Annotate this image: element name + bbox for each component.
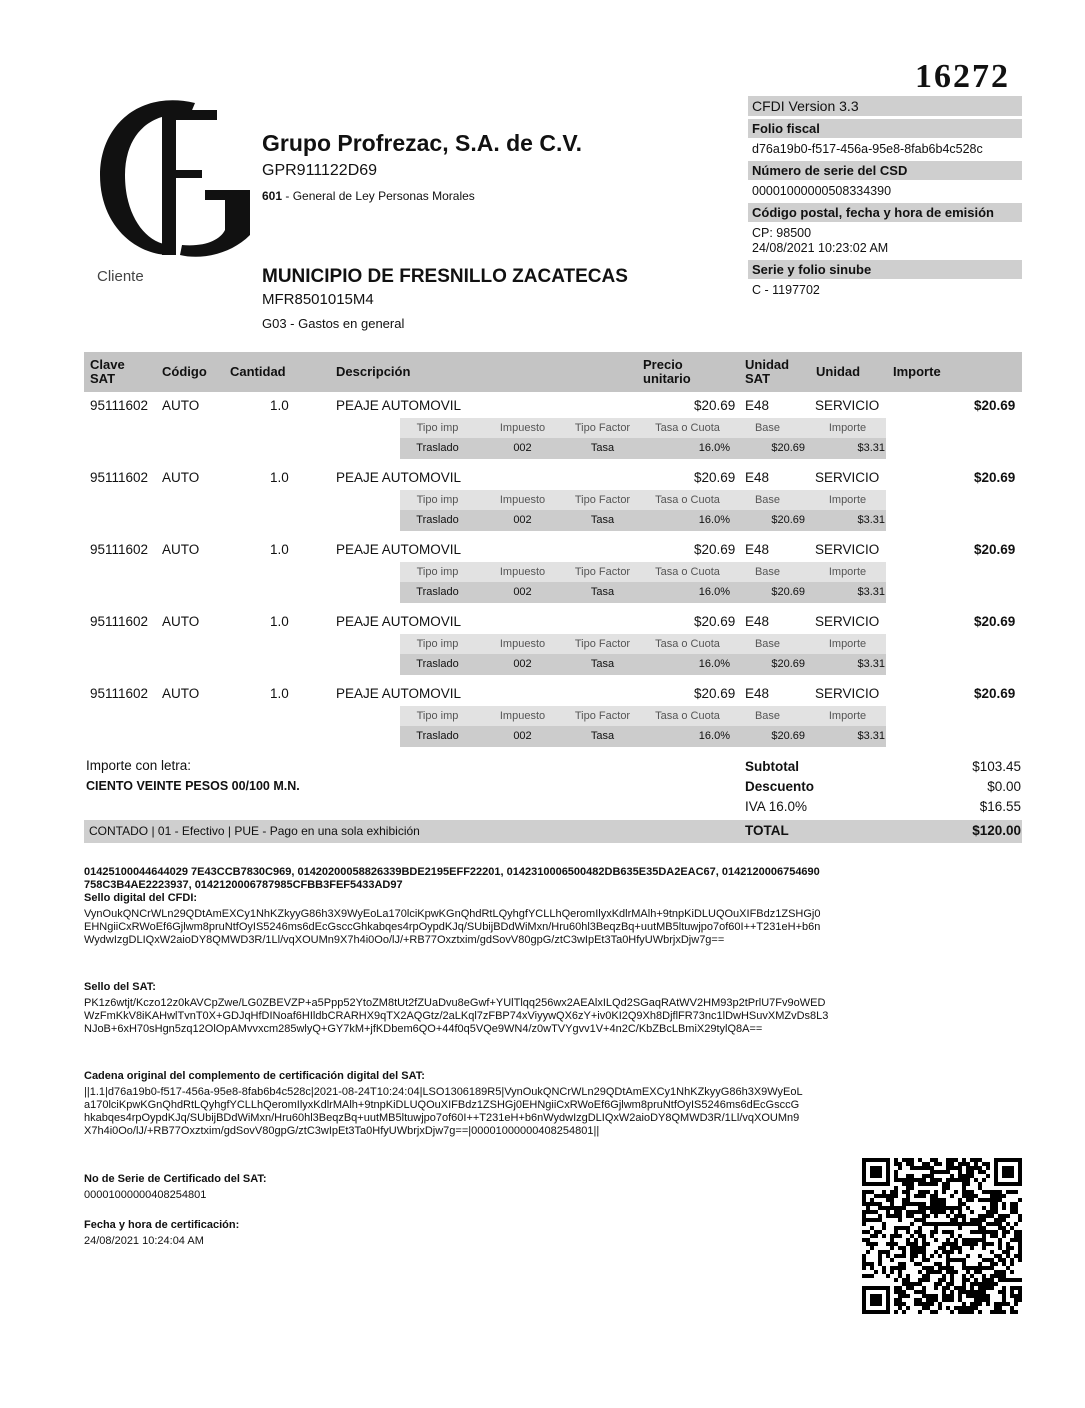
cell-precio: $20.69 [694,470,736,485]
tax-header: Tipo imp [416,566,459,578]
tax-cell: Traslado [416,514,459,526]
cadena-original: ||1.1|d76a19b0-f517-456a-95e8-8fab6b4c528c|2021-08-24T10:24:04|LSO1306189R5|VynOukQNCrWLn29QDtAmEXCy1NhKZkyyG86h3X9WyEoLa170lciKpwKGnQhdRtLQyhgfYCLLhQeromIlyxKdlrMAlh+9tnpKiDLUQOuXIFBdz1ZSHGj0EHNgiiCxRWoEf6Gjlwm8pruNtfOyIS5246ms6dEcGsccGhkabqes4rpOypdKJq/SUbijBDdWiMxn/Hru60hl3BeqzBq+uutMB5ltuwjpo7of60I++T231eH+b6nWydwIzgDLIQxW2aioDY8QMWD3R/1Ll/vqXOUMn9X7h4i0Oo/lJ/+RB77Oxztxim/gdSovV80gpG/ztC3wIpEt3Ta0HfyUWbrjxDjw7g==|00001000000408254801|| [84,1086,803,1137]
tax-cell: $3.31 [857,658,885,670]
tax-header: Tasa o Cuota [655,638,720,650]
tax-header: Impuesto [499,422,546,434]
cell-importe: $20.69 [974,614,1016,629]
cell-clave: 95111602 [90,398,149,413]
cert-number: 00001000000408254801 [84,1189,207,1201]
item-row [84,398,1022,470]
tax-cell: 002 [513,442,532,454]
tax-cell: 16.0% [698,658,730,670]
emission-date: 24/08/2021 10:23:02 AM [752,241,889,255]
total-value: $120.00 [972,823,1021,838]
cell-cantidad: 1.0 [270,470,289,485]
sello-cfdi-label: Sello digital del CFDI: [84,892,198,904]
tax-cell: Traslado [416,442,459,454]
tax-header: Tipo Factor [574,566,631,578]
header-cantidad: Cantidad [230,364,286,379]
cell-cantidad: 1.0 [270,614,289,629]
tax-cell: Traslado [416,586,459,598]
tax-header: Impuesto [499,710,546,722]
tax-header: Impuesto [499,638,546,650]
postal-code: CP: 98500 [752,226,812,240]
tax-subtable [400,706,886,747]
tax-row [400,438,886,459]
tax-cell: 16.0% [698,730,730,742]
total-label: TOTAL [745,823,789,838]
cell-codigo: AUTO [162,542,200,557]
cell-importe: $20.69 [974,398,1016,413]
items-table-header [84,352,1022,392]
subtotal-label: Subtotal [745,759,799,774]
iva-label: IVA 16.0% [745,799,808,814]
item-row [84,614,1022,686]
subtotal-value: $103.45 [972,759,1021,774]
tax-cell: $20.69 [771,514,805,526]
tax-header: Tasa o Cuota [655,566,720,578]
cell-unidad_sat: E48 [745,614,770,629]
csd-label: Número de serie del CSD [748,161,1022,180]
tax-cell: Tasa [590,514,615,526]
tax-header: Base [754,566,781,578]
discount-value: $0.00 [987,779,1021,794]
sello-sat-label: Sello del SAT: [84,981,156,993]
payment-bar [84,820,1022,843]
sello-cfdi: VynOukQNCrWLn29QDtAmEXCy1NhKZkyyG86h3X9WyEoLa170lciKpwKGnQhdRtLQyhgfYCLLhQeromIlyxKdlrMAlh+9tnpKiDLUQOuXIFBdz1ZSHGj0EHNgiiCxRWoEf6Gjlwm8pruNtfOyIS5246ms6dEcGsccGhkabqes4rpOypdKJq/SUbijBDdWiMxn/Hru60hl3BeqzBq+uutMB5ltuwjpo7of60I++T231eH+b6nWydwIzgDLIQxW2aioDY8QMWD3R/1Ll/vqXOUMn9X7h4i0Oo/lJ/+RB77Oxztxim/gdSovV80gpG/ztC3wIpEt3Ta0HfyUWbrjxDjw7g== [84,908,821,946]
client-rfc: MFR8501015M4 [262,291,374,308]
qr-code [862,1158,1022,1314]
tax-cell: $20.69 [771,730,805,742]
tax-cell: 002 [513,658,532,670]
issuer-name: Grupo Profrezac, S.A. de C.V. [262,130,582,156]
tax-cell: $20.69 [771,586,805,598]
cell-precio: $20.69 [694,542,736,557]
header-codigo: Código [162,364,207,379]
cert-label: No de Serie de Certificado del SAT: [84,1173,267,1185]
tax-subtable [400,490,886,531]
tax-cell: $3.31 [857,442,885,454]
tax-header: Base [754,494,781,506]
tax-cell: 16.0% [698,514,730,526]
cell-codigo: AUTO [162,686,200,701]
cell-importe: $20.69 [974,470,1016,485]
cell-unidad: SERVICIO [815,614,880,629]
client-cfdi-use: G03 - Gastos en general [262,316,405,331]
regimen-code: 601 [262,189,283,203]
tax-row [400,654,886,675]
cell-precio: $20.69 [694,614,736,629]
tax-cell: Traslado [416,658,459,670]
tax-row [400,510,886,531]
cell-codigo: AUTO [162,614,200,629]
tax-header: Tipo imp [416,638,459,650]
emission-label: Código postal, fecha y hora de emisión [748,203,1022,222]
cfdi-info-box [748,96,1022,302]
tax-subtable [400,562,886,603]
tax-cell: Tasa [590,658,615,670]
tax-header: Base [754,710,781,722]
tax-cell: 16.0% [698,586,730,598]
tax-header: Importe [828,638,867,650]
folio-stamp: 16272 [915,58,1010,95]
tax-header: Tasa o Cuota [655,494,720,506]
tax-header: Base [754,422,781,434]
tax-header: Importe [828,494,867,506]
cell-cantidad: 1.0 [270,398,289,413]
tax-cell: 002 [513,586,532,598]
tax-subtable [400,418,886,459]
cell-unidad: SERVICIO [815,398,880,413]
client-name: MUNICIPIO DE FRESNILLO ZACATECAS [262,266,628,287]
header-unidad-sat: Unidad SAT [745,357,790,386]
cell-codigo: AUTO [162,470,200,485]
header-descripcion: Descripción [336,364,411,379]
tax-header-row [400,490,886,510]
cell-clave: 95111602 [90,614,149,629]
tax-subtable [400,634,886,675]
amount-words-label: Importe con letra: [86,758,192,773]
cfdi-version: CFDI Version 3.3 [748,96,1022,116]
item-row [84,686,1022,758]
iva-value: $16.55 [979,799,1021,814]
client-label: Cliente [97,268,144,285]
tax-header: Impuesto [499,494,546,506]
cell-descripcion: PEAJE AUTOMOVIL [336,398,462,413]
regimen-label: - General de Ley Personas Morales [282,189,475,203]
tax-header: Impuesto [499,566,546,578]
company-logo [100,95,250,260]
tax-header: Importe [828,566,867,578]
header-clave: Clave SAT [90,357,125,386]
tax-cell: Tasa [590,586,615,598]
tax-header: Tipo imp [416,494,459,506]
cell-unidad_sat: E48 [745,398,770,413]
cell-unidad_sat: E48 [745,470,770,485]
cell-unidad: SERVICIO [815,542,880,557]
tax-cell: $20.69 [771,658,805,670]
header-unidad: Unidad [816,364,861,379]
cell-unidad_sat: E48 [745,542,770,557]
serie-label: Serie y folio sinube [748,260,1022,279]
csd-number: 00001000000508334390 [752,184,892,198]
item-row [84,542,1022,614]
tax-cell: $20.69 [771,442,805,454]
cell-importe: $20.69 [974,542,1016,557]
cell-codigo: AUTO [162,398,200,413]
tax-header: Tasa o Cuota [655,710,720,722]
tax-header-row [400,562,886,582]
tax-header-row [400,706,886,726]
issuer-rfc: GPR911122D69 [262,162,378,179]
cell-importe: $20.69 [974,686,1016,701]
tax-cell: 002 [513,514,532,526]
cell-descripcion: PEAJE AUTOMOVIL [336,686,462,701]
tax-cell: Traslado [416,730,459,742]
tax-header: Tipo Factor [574,422,631,434]
amount-words: CIENTO VEINTE PESOS 00/100 M.N. [86,779,300,793]
cell-descripcion: PEAJE AUTOMOVIL [336,542,462,557]
tax-header: Tasa o Cuota [655,422,720,434]
header-importe: Importe [893,364,941,379]
sello-sat: PK1z6wtjt/Kczo12z0kAVCpZwe/LG0ZBEVZP+a5Ppp52YtoZM8tUt2fZUaDvu8eGwf+YUlTlqq256wx2AEAlxILQd2SGaqRAtWV2HM93p2tPrlU7Fv9oWEDWzFmKkV8iKAHwlTvnT0X+GDJqHfDINoaf6HIldbCRARHX9qTX2AQGtz/2aLKql7zFBP74xViyywQX6zY+iv0KI2Q9Xh8DjflFR73nc1lDwHSuvXMZvDs8L3NJoB+6xH70sHgn5zq12OlOpAMvvxcm285wlyQ+GY7kM+jfKDbem6QO+44f0q5VQe9WN4/z0wTVYgvv1V+4n2C/KbZBcLBmiX29tylQ8A== [84,997,829,1035]
serie-folio: C - 1197702 [752,283,820,297]
tax-cell: $3.31 [857,730,885,742]
tax-header: Tipo Factor [574,710,631,722]
folio-fiscal-label: Folio fiscal [748,119,1022,138]
cell-descripcion: PEAJE AUTOMOVIL [336,470,462,485]
tax-cell: 16.0% [698,442,730,454]
issuer-regimen [262,189,475,203]
payment-terms: CONTADO | 01 - Efectivo | PUE - Pago en una sola exhibición [89,824,420,838]
tax-header: Importe [828,710,867,722]
cell-descripcion: PEAJE AUTOMOVIL [336,614,462,629]
tax-header: Tipo imp [416,710,459,722]
cell-unidad_sat: E48 [745,686,770,701]
folio-fiscal: d76a19b0-f517-456a-95e8-8fab6b4c528c [752,142,983,156]
tax-header: Tipo Factor [574,494,631,506]
tax-cell: $3.31 [857,586,885,598]
cell-cantidad: 1.0 [270,686,289,701]
tax-cell: $3.31 [857,514,885,526]
discount-label: Descuento [745,779,815,794]
cell-precio: $20.69 [694,686,736,701]
tax-row [400,726,886,747]
cell-precio: $20.69 [694,398,736,413]
cell-unidad: SERVICIO [815,470,880,485]
item-row [84,470,1022,542]
cell-clave: 95111602 [90,686,149,701]
tax-header: Tipo imp [416,422,459,434]
cell-clave: 95111602 [90,542,149,557]
related-uuids: 01425100044644029 7E43CCB7830C969, 01420200058826339BDE2195EFF22201, 0142310006500482DB635E35DA2EAC67, 0142120006754690758C3B4AE2223937, 0142120006787985CFBB3FEF5433AD97 [84,866,820,891]
cert-date: 24/08/2021 10:24:04 AM [84,1235,204,1247]
cadena-label: Cadena original del complemento de certificación digital del SAT: [84,1070,425,1082]
cell-clave: 95111602 [90,470,149,485]
cell-unidad: SERVICIO [815,686,880,701]
tax-cell: 002 [513,730,532,742]
tax-header: Importe [828,422,867,434]
tax-cell: Tasa [590,730,615,742]
header-precio: Precio unitario [643,357,691,386]
cert-date-label: Fecha y hora de certificación: [84,1219,240,1231]
tax-header-row [400,418,886,438]
tax-cell: Tasa [590,442,615,454]
tax-row [400,582,886,603]
tax-header-row [400,634,886,654]
tax-header: Base [754,638,781,650]
tax-header: Tipo Factor [574,638,631,650]
cell-cantidad: 1.0 [270,542,289,557]
